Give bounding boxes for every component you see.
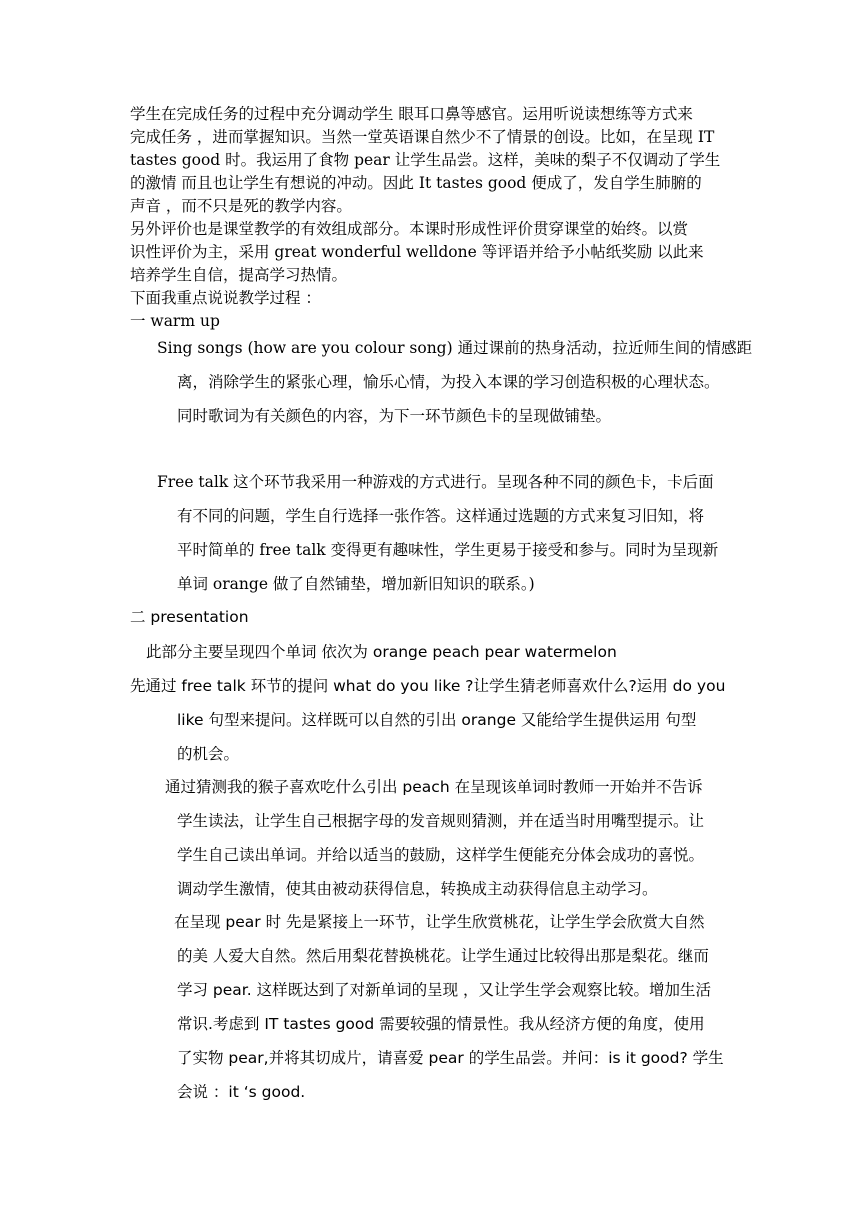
pear-para-line-2: 的美 人爱大自然。然后用梨花替换桃花。让学生通过比较得出那是梨花。继而: [177, 947, 709, 965]
paragraph-2-line-3: 培养学生自信，提高学习热情。: [130, 266, 348, 284]
pear-para-line-1: 在呈现 pear 时 先是紧接上一环节，让学生欣赏桃花，让学生学会欣赏大自然: [174, 913, 705, 931]
sing-songs-line-3: 同时歌词为有关颜色的内容，为下一环节颜色卡的呈现做铺垫。: [177, 407, 612, 425]
section-2-heading: 二 presentation: [130, 608, 249, 626]
paragraph-1-line-2: 完成任务 ，进而掌握知识。当然一堂英语课自然少不了情景的创设。比如，在呈现 IT: [130, 128, 715, 146]
sing-songs-line-2: 离，消除学生的紧张心理，愉乐心情，为投入本课的学习创造积极的心理状态。: [177, 373, 720, 391]
paragraph-2-line-2: 识性评价为主，采用 great wonderful welldone 等评语并给予小帖纸奖励 以此来: [130, 243, 704, 261]
free-talk-line-2: 有不同的问题，学生自行选择一张作答。这样通过选题的方式来复习旧知，将: [177, 507, 705, 525]
paragraph-1-line-4: 的激情 而且也让学生有想说的冲动。因此 It tastes good 便成了，发自学生肺腑的: [130, 174, 702, 192]
peach-para-line-4: 调动学生激情，使其由被动获得信息，转换成主动获得信息主动学习。: [177, 880, 658, 898]
peach-para-line-3: 学生自己读出单词。并给以适当的鼓励，这样学生便能充分体会成功的喜悦。: [177, 846, 705, 864]
section-2-summary: 此部分主要呈现四个单词 依次为 orange peach pear watermelon: [146, 643, 617, 661]
free-talk-line-1: Free talk 这个环节我采用一种游戏的方式进行。呈现各种不同的颜色卡，卡后面: [157, 473, 714, 491]
pear-para-line-3: 学习 pear. 这样既达到了对新单词的呈现 ，又让学生学会观察比较。增加生活: [177, 981, 712, 999]
paragraph-1-line-3: tastes good 时。我运用了食物 pear 让学生品尝。这样，美味的梨子不仅调动了学生: [130, 151, 721, 169]
free-talk-line-3: 平时简单的 free talk 变得更有趣味性，学生更易于接受和参与。同时为呈现新: [177, 541, 719, 559]
pear-para-line-4: 常识.考虑到 IT tastes good 需要较强的情景性。我从经济方便的角度，使用: [177, 1015, 705, 1033]
free-talk-line-4: 单词 orange 做了自然铺垫，增加新旧知识的联系。): [177, 575, 535, 593]
pear-para-line-5: 了实物 pear,并将其切成片，请喜爱 pear 的学生品尝。并问：is it good? 学生: [177, 1049, 724, 1067]
sing-songs-line-1: Sing songs (how are you colour song) 通过课前的热身活动，拉近师生间的情感距: [157, 339, 753, 357]
orange-para-line-3: 的机会。: [177, 745, 240, 763]
orange-para-line-1: 先通过 free talk 环节的提问 what do you like ?让学生猜老师喜欢什么?运用 do you: [130, 677, 726, 695]
paragraph-1-line-5: 声音 ，而不只是死的教学内容。: [130, 197, 352, 215]
pear-para-line-6: 会说 ：it ‘s good.: [177, 1083, 306, 1101]
paragraph-2-line-1: 另外评价也是课堂教学的有效组成部分。本课时形成性评价贯穿课堂的始终。以赏: [130, 220, 689, 238]
intro-line: 下面我重点说说教学过程 ：: [130, 289, 321, 307]
peach-para-line-2: 学生读法，让学生自己根据字母的发音规则猜测，并在适当时用嘴型提示。让: [177, 812, 705, 830]
orange-para-line-2: like 句型来提问。这样既可以自然的引出 orange 又能给学生提供运用 句型: [177, 711, 697, 729]
paragraph-1-line-1: 学生在完成任务的过程中充分调动学生 眼耳口鼻等感官。运用听说读想练等方式来: [130, 105, 693, 123]
section-1-heading: 一 warm up: [130, 312, 220, 330]
peach-para-line-1: 通过猜测我的猴子喜欢吃什么引出 peach 在呈现该单词时教师一开始并不告诉: [165, 778, 703, 796]
